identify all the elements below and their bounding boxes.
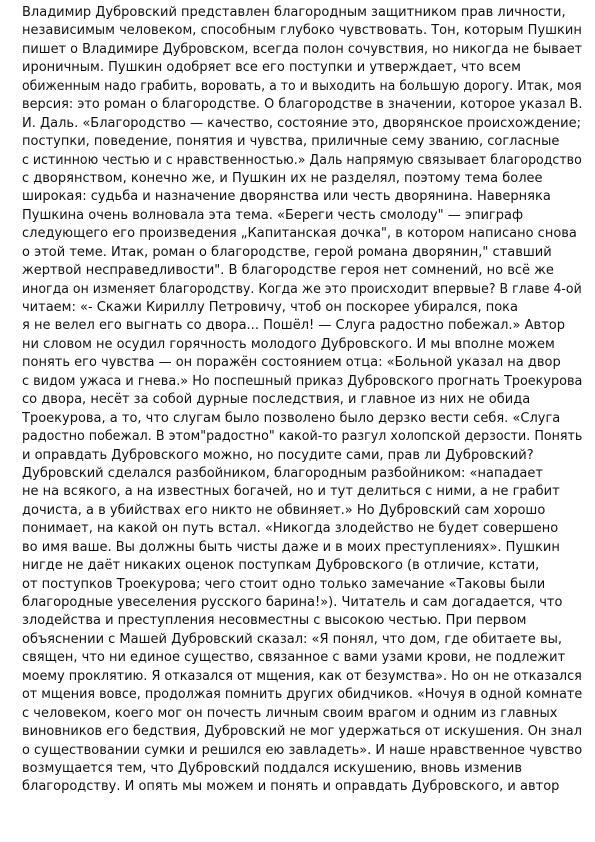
- text-line: Дубровский сделался разбойником, благородным разбойником: «нападает: [22, 465, 543, 481]
- text-line: благородные увеселения русского барина!»). Читатель и сам догадается, что: [22, 595, 563, 610]
- text-line: следующего его произведения „Капитанская дочка", в котором написано снова: [22, 226, 577, 242]
- text-line: с человеком, коего мог он почесть личным своим врагом и одним из главных: [22, 705, 558, 721]
- text-line: о существовании сумки и решился ею завладеть». И наше нравственное чувство: [22, 742, 583, 758]
- text-line: благородству. И опять мы можем и понять и оправдать Дубровского, и автор: [22, 779, 560, 795]
- text-line: Троекурова, а то, что слугам было позволено было дерзко вести себя. «Слуга: [22, 410, 561, 426]
- text-line: радостно побежал. В этом"радостно" какой-то разгул холопской дерзости. Понять: [22, 429, 583, 445]
- text-line: независимым человеком, способным глубоко чувствовать. Тон, которым Пушкин: [22, 23, 582, 39]
- text-line: дочиста, а в убийствах его никто не обвиняет.» Но Дубровский сам хорошо: [22, 502, 546, 518]
- text-line: о этой теме. Итак, роман о благородстве, герой романа дворянин," ставший: [22, 244, 552, 260]
- text-line: объяснении с Машей Дубровский сказал: «Я понял, что дом, где обитаете вы,: [22, 631, 563, 647]
- text-line: ни словом не осудил горячность молодого Дубровского. И мы вполне можем: [22, 336, 555, 352]
- text-line: пишет о Владимире Дубровском, всегда полон сочувствия, но никогда не бывает: [22, 41, 583, 57]
- text-line: Владимир Дубровский представлен благородным защитником прав личности,: [22, 5, 566, 20]
- text-line: иногда он изменяет благородству. Когда же это происходит впервые? В главе 4-ой: [22, 281, 582, 297]
- text-line: и оправдать Дубровского можно, но посудите сами, прав ли Дубровский?: [22, 447, 534, 463]
- text-line: злодейства и преступления несовместны с высокою честью. При первом: [22, 613, 527, 629]
- text-line: широкая: судьба и назначение дворянства или честь дворянина. Наверняка: [22, 189, 551, 205]
- text-line: понять его чувства — он поражён состоянием отца: «Больной указал на двор: [22, 355, 561, 371]
- text-line: понимает, на какой он путь встал. «Никогда злодейство не будет совершено: [22, 521, 559, 537]
- text-line: не на всякого, а на известных богачей, но и тут делиться с ними, а не грабит: [22, 484, 560, 500]
- text-line: с дворянством, конечно же, и Пушкин их не разделял, поэтому тема более: [22, 170, 543, 186]
- text-line: обиженным надо грабить, воровать, а то и выходить на большую дорогу. Итак, моя: [22, 78, 582, 94]
- text-line: нигде не даёт никаких оценок поступкам Дубровского (в отличие, кстати,: [22, 558, 540, 574]
- text-line: я не велел его выгнать со двора... Пошёл! — Слуга радостно побежал.» Автор: [22, 318, 565, 334]
- text-line: ироничным. Пушкин одобряет все его поступки и утверждает, что всем: [22, 60, 521, 76]
- text-line: возмущается тем, что Дубровский поддался искушению, вновь изменив: [22, 760, 522, 776]
- text-line: жертвой несправедливости". В благородстве героя нет сомнений, но всё же: [22, 263, 554, 279]
- text-line: с истинною честью и с нравственностью.» Даль напрямую связывает благородство: [22, 152, 582, 168]
- text-line: Пушкина очень волновала эта тема. «Береги честь смолоду" — эпиграф: [22, 207, 524, 223]
- text-line: поступки, поведение, понятия и чувства, приличные сему званию, согласные: [22, 134, 560, 150]
- text-line: моему проклятию. Я отказался от мщения, как от безумства». Но он не отказался: [22, 668, 582, 684]
- text-line: виновников его бедствия, Дубровский не мог удержаться от искушения. Он знал: [22, 724, 582, 740]
- text-line: версия: это роман о благородстве. О благородстве в значении, которое указал В.: [22, 97, 583, 113]
- text-line: священ, что ни единое существо, связанное с вами узами крови, не подлежит: [22, 650, 566, 666]
- text-line: от поступков Троекурова; чего стоит одно только замечание «Таковы были: [22, 576, 546, 592]
- body-text: [22, 4, 582, 797]
- text-line: со двора, несёт за собой дурные последствия, и главное из них не обида: [22, 392, 531, 408]
- text-line: от мщения вовсе, продолжая помнить других обидчиков. «Ночуя в одной комнате: [22, 687, 583, 703]
- text-line: с видом ужаса и гнева.» Но поспешный приказ Дубровского прогнать Троекурова: [22, 373, 583, 389]
- text-line: И. Даль. «Благородство — качество, состояние это, дворянское происхождение;: [22, 115, 581, 131]
- text-line: во имя ваше. Вы должны быть чисты даже и в моих преступлениях». Пушкин: [22, 539, 560, 555]
- text-line: читаем: «- Скажи Кириллу Петровичу, чтоб он поскорее убирался, пока: [22, 300, 518, 315]
